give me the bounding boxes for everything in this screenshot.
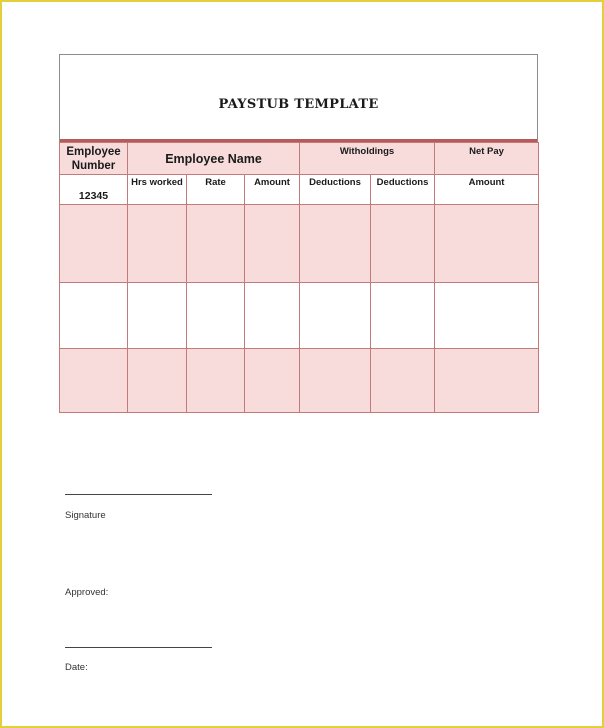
signature-label: Signature bbox=[65, 510, 106, 521]
table-cell[interactable] bbox=[435, 349, 539, 413]
date-label: Date: bbox=[65, 662, 88, 673]
table-cell[interactable] bbox=[300, 283, 371, 349]
table-cell[interactable] bbox=[60, 349, 128, 413]
subheader-deductions-2: Deductions bbox=[371, 175, 435, 205]
subheader-deductions-1: Deductions bbox=[300, 175, 371, 205]
table-header-row bbox=[60, 143, 539, 175]
title-area bbox=[60, 55, 537, 139]
table-cell[interactable] bbox=[300, 205, 371, 283]
table-cell[interactable] bbox=[187, 283, 245, 349]
subheader-amount: Amount bbox=[245, 175, 300, 205]
table-row bbox=[60, 283, 539, 349]
table-cell[interactable] bbox=[371, 205, 435, 283]
header-witholdings: Witholdings bbox=[300, 143, 435, 175]
table-cell[interactable] bbox=[128, 349, 187, 413]
header-employee-name: Employee Name bbox=[128, 143, 300, 175]
table-cell[interactable] bbox=[245, 283, 300, 349]
table-cell[interactable] bbox=[60, 205, 128, 283]
table-cell[interactable] bbox=[187, 205, 245, 283]
table-cell[interactable] bbox=[187, 349, 245, 413]
table-row bbox=[60, 349, 539, 413]
table-cell[interactable] bbox=[300, 349, 371, 413]
table-cell[interactable] bbox=[60, 283, 128, 349]
table-cell[interactable] bbox=[371, 349, 435, 413]
approval-line[interactable] bbox=[65, 647, 212, 648]
subheader-net-amount: Amount bbox=[435, 175, 539, 205]
table-subheader-row bbox=[60, 175, 539, 205]
signature-line[interactable] bbox=[65, 494, 212, 495]
table-cell[interactable] bbox=[128, 283, 187, 349]
table-cell[interactable] bbox=[245, 349, 300, 413]
subheader-rate: Rate bbox=[187, 175, 245, 205]
table-row bbox=[60, 205, 539, 283]
paystub-template bbox=[59, 54, 538, 407]
employee-number-value: 12345 bbox=[60, 175, 128, 205]
paystub-table bbox=[59, 142, 539, 413]
table-cell[interactable] bbox=[371, 283, 435, 349]
table-cell[interactable] bbox=[245, 205, 300, 283]
table-cell[interactable] bbox=[435, 205, 539, 283]
header-net-pay: Net Pay bbox=[435, 143, 539, 175]
table-cell[interactable] bbox=[128, 205, 187, 283]
subheader-hrs-worked: Hrs worked bbox=[128, 175, 187, 205]
table-cell[interactable] bbox=[435, 283, 539, 349]
header-employee-number: Employee Number bbox=[60, 143, 128, 175]
approved-label: Approved: bbox=[65, 587, 109, 598]
document-title: PAYSTUB TEMPLATE bbox=[218, 96, 379, 112]
